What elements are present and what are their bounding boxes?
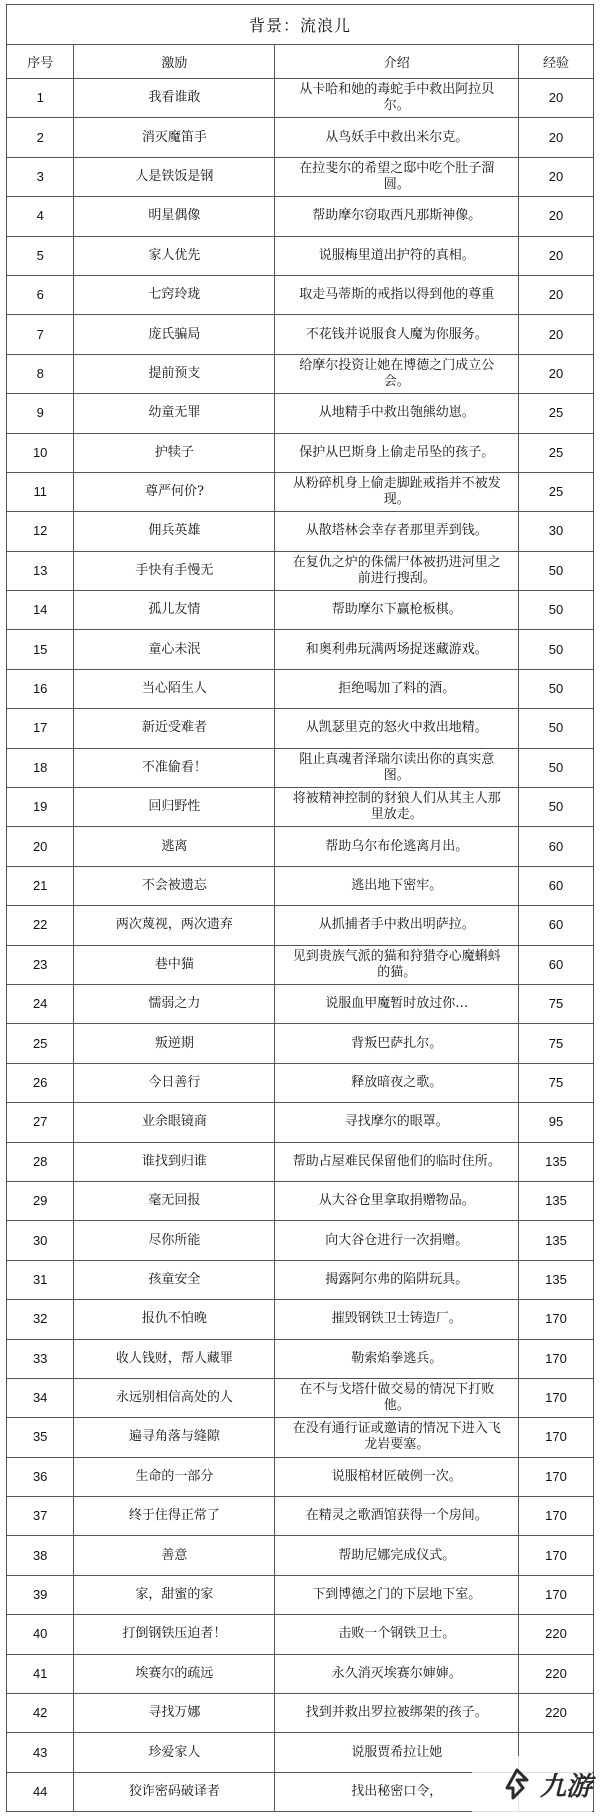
table-row xyxy=(7,79,594,118)
row-description: 在不与戈塔什做交易的情况下打败他。 xyxy=(275,1378,518,1417)
table-row xyxy=(7,354,594,393)
table-row xyxy=(7,866,594,905)
row-exp: 20 xyxy=(518,197,593,236)
watermark xyxy=(472,1756,592,1812)
row-reward-name: 消灭魔笛手 xyxy=(74,118,275,157)
reward-table-sheet xyxy=(6,4,594,1812)
row-description: 勒索焰拳逃兵。 xyxy=(275,1339,518,1378)
row-index: 31 xyxy=(7,1260,74,1299)
row-index: 26 xyxy=(7,1063,74,1102)
row-exp: 170 xyxy=(518,1339,593,1378)
table-row xyxy=(7,1418,594,1457)
row-reward-name: 孩童安全 xyxy=(74,1260,275,1299)
table-row xyxy=(7,827,594,866)
row-description: 释放暗夜之歌。 xyxy=(275,1063,518,1102)
row-reward-name: 逃离 xyxy=(74,827,275,866)
row-exp: 60 xyxy=(518,866,593,905)
row-index: 13 xyxy=(7,551,74,590)
row-index: 36 xyxy=(7,1457,74,1496)
table-row xyxy=(7,945,594,984)
table-row xyxy=(7,1260,594,1299)
table-row xyxy=(7,984,594,1023)
row-reward-name: 当心陌生人 xyxy=(74,669,275,708)
row-index: 17 xyxy=(7,709,74,748)
row-exp: 50 xyxy=(518,591,593,630)
row-description: 在精灵之歌酒馆获得一个房间。 xyxy=(275,1497,518,1536)
row-exp: 170 xyxy=(518,1536,593,1575)
row-index: 1 xyxy=(7,79,74,118)
table-title: 背景：流浪儿 xyxy=(7,5,594,45)
table-row xyxy=(7,551,594,590)
table-row xyxy=(7,197,594,236)
row-description: 从粉碎机身上偷走脚趾戒指并不被发现。 xyxy=(275,472,518,511)
row-reward-name: 叛逆期 xyxy=(74,1024,275,1063)
row-description: 在拉斐尔的希望之邸中吃个肚子溜圆。 xyxy=(275,157,518,196)
row-exp: 50 xyxy=(518,709,593,748)
row-reward-name: 收人钱财，帮人藏罪 xyxy=(74,1339,275,1378)
row-index: 7 xyxy=(7,315,74,354)
row-reward-name: 今日善行 xyxy=(74,1063,275,1102)
row-index: 8 xyxy=(7,354,74,393)
row-reward-name: 提前预支 xyxy=(74,354,275,393)
row-description: 在复仇之炉的侏儒尸体被扔进河里之前进行搜刮。 xyxy=(275,551,518,590)
row-description: 找出秘密口令， xyxy=(275,1772,518,1811)
table-row xyxy=(7,1063,594,1102)
row-exp: 60 xyxy=(518,827,593,866)
row-exp: 20 xyxy=(518,79,593,118)
row-reward-name: 两次蔑视，两次遗弃 xyxy=(74,906,275,945)
table-row xyxy=(7,788,594,827)
row-exp: 170 xyxy=(518,1300,593,1339)
table-row xyxy=(7,1221,594,1260)
row-index: 24 xyxy=(7,984,74,1023)
row-description: 帮助尼娜完成仪式。 xyxy=(275,1536,518,1575)
row-reward-name: 终于住得正常了 xyxy=(74,1497,275,1536)
row-description: 从鸟妖手中救出米尔克。 xyxy=(275,118,518,157)
table-row xyxy=(7,1654,594,1693)
row-exp: 50 xyxy=(518,669,593,708)
row-exp: 30 xyxy=(518,512,593,551)
row-reward-name: 珍爱家人 xyxy=(74,1733,275,1772)
row-exp: 75 xyxy=(518,984,593,1023)
row-reward-name: 佣兵英雄 xyxy=(74,512,275,551)
row-reward-name: 打倒钢铁压迫者！ xyxy=(74,1615,275,1654)
table-row xyxy=(7,1339,594,1378)
table-row xyxy=(7,1575,594,1614)
table-row xyxy=(7,630,594,669)
row-description: 下到博德之门的下层地下室。 xyxy=(275,1575,518,1614)
row-reward-name: 人是铁饭是钢 xyxy=(74,157,275,196)
row-index: 37 xyxy=(7,1497,74,1536)
row-description: 说服棺材匠破例一次。 xyxy=(275,1457,518,1496)
row-index: 35 xyxy=(7,1418,74,1457)
row-exp: 20 xyxy=(518,315,593,354)
table-row xyxy=(7,1181,594,1220)
row-description: 从散塔林会幸存者那里弄到钱。 xyxy=(275,512,518,551)
row-exp: 25 xyxy=(518,394,593,433)
row-reward-name: 家，甜蜜的家 xyxy=(74,1575,275,1614)
row-exp: 60 xyxy=(518,906,593,945)
header-exp: 经验 xyxy=(518,45,593,79)
row-reward-name: 幼童无罪 xyxy=(74,394,275,433)
table-row xyxy=(7,472,594,511)
row-description: 向大谷仓进行一次捐赠。 xyxy=(275,1221,518,1260)
row-index: 16 xyxy=(7,669,74,708)
table-row xyxy=(7,1457,594,1496)
row-description: 说服血甲魔暂时放过你… xyxy=(275,984,518,1023)
row-exp: 135 xyxy=(518,1181,593,1220)
row-description: 摧毁钢铁卫士铸造厂。 xyxy=(275,1300,518,1339)
row-reward-name: 谁找到归谁 xyxy=(74,1142,275,1181)
row-exp: 50 xyxy=(518,748,593,787)
row-description: 给摩尔投资让她在博德之门成立公会。 xyxy=(275,354,518,393)
title-row xyxy=(7,5,594,45)
row-index: 9 xyxy=(7,394,74,433)
table-row xyxy=(7,591,594,630)
row-exp: 50 xyxy=(518,551,593,590)
row-exp: 220 xyxy=(518,1615,593,1654)
row-index: 6 xyxy=(7,275,74,314)
row-exp: 170 xyxy=(518,1418,593,1457)
jiuyou-logo-icon xyxy=(500,1767,534,1801)
row-index: 22 xyxy=(7,906,74,945)
table-row xyxy=(7,1142,594,1181)
row-reward-name: 巷中猫 xyxy=(74,945,275,984)
row-reward-name: 不会被遗忘 xyxy=(74,866,275,905)
header-index: 序号 xyxy=(7,45,74,79)
table-row xyxy=(7,748,594,787)
row-exp: 20 xyxy=(518,275,593,314)
row-index: 39 xyxy=(7,1575,74,1614)
row-description: 从凯瑟里克的怒火中救出地精。 xyxy=(275,709,518,748)
row-reward-name: 回归野性 xyxy=(74,788,275,827)
table-row xyxy=(7,1497,594,1536)
row-exp: 50 xyxy=(518,788,593,827)
row-reward-name: 尊严何价? xyxy=(74,472,275,511)
row-index: 20 xyxy=(7,827,74,866)
row-description: 逃出地下密牢。 xyxy=(275,866,518,905)
row-exp: 220 xyxy=(518,1694,593,1733)
row-reward-name: 护犊子 xyxy=(74,433,275,472)
row-index: 41 xyxy=(7,1654,74,1693)
row-description: 在没有通行证或邀请的情况下进入飞龙岩要塞。 xyxy=(275,1418,518,1457)
row-reward-name: 孤儿友情 xyxy=(74,591,275,630)
row-index: 29 xyxy=(7,1181,74,1220)
row-exp: 20 xyxy=(518,236,593,275)
row-index: 15 xyxy=(7,630,74,669)
row-description: 帮助摩尔下赢枪板棋。 xyxy=(275,591,518,630)
row-description: 拒绝喝加了料的酒。 xyxy=(275,669,518,708)
row-description: 击败一个钢铁卫士。 xyxy=(275,1615,518,1654)
table-row xyxy=(7,512,594,551)
table-row xyxy=(7,157,594,196)
table-row xyxy=(7,1024,594,1063)
row-reward-name: 遍寻角落与缝隙 xyxy=(74,1418,275,1457)
row-index: 4 xyxy=(7,197,74,236)
row-index: 18 xyxy=(7,748,74,787)
row-exp: 25 xyxy=(518,433,593,472)
watermark-text: 九游 xyxy=(539,1771,592,1802)
row-reward-name: 明星偶像 xyxy=(74,197,275,236)
row-index: 28 xyxy=(7,1142,74,1181)
row-reward-name: 我看谁敢 xyxy=(74,79,275,118)
row-exp: 60 xyxy=(518,945,593,984)
row-exp: 95 xyxy=(518,1103,593,1142)
table-row xyxy=(7,236,594,275)
row-reward-name: 手快有手慢无 xyxy=(74,551,275,590)
row-exp: 20 xyxy=(518,157,593,196)
row-description: 帮助乌尔布伦逃离月出。 xyxy=(275,827,518,866)
table-row xyxy=(7,1103,594,1142)
row-description: 背叛巴萨扎尔。 xyxy=(275,1024,518,1063)
table-row xyxy=(7,275,594,314)
row-exp: 135 xyxy=(518,1221,593,1260)
row-reward-name: 懦弱之力 xyxy=(74,984,275,1023)
row-description: 寻找摩尔的眼罩。 xyxy=(275,1103,518,1142)
row-description: 永久消灭埃赛尔婶婶。 xyxy=(275,1654,518,1693)
row-reward-name: 永远别相信高处的人 xyxy=(74,1378,275,1417)
row-description: 不花钱并说服食人魔为你服务。 xyxy=(275,315,518,354)
row-reward-name: 毫无回报 xyxy=(74,1181,275,1220)
row-exp: 50 xyxy=(518,630,593,669)
row-exp: 135 xyxy=(518,1142,593,1181)
row-index: 19 xyxy=(7,788,74,827)
row-reward-name: 善意 xyxy=(74,1536,275,1575)
row-exp: 170 xyxy=(518,1575,593,1614)
row-description: 将被精神控制的豺狼人们从其主人那里放走。 xyxy=(275,788,518,827)
row-description: 保护从巴斯身上偷走吊坠的孩子。 xyxy=(275,433,518,472)
row-index: 44 xyxy=(7,1772,74,1811)
header-reward: 激励 xyxy=(74,45,275,79)
row-index: 33 xyxy=(7,1339,74,1378)
table-row xyxy=(7,433,594,472)
row-index: 27 xyxy=(7,1103,74,1142)
row-description: 找到并救出罗拉被绑架的孩子。 xyxy=(275,1694,518,1733)
reward-table xyxy=(6,4,594,1812)
row-index: 34 xyxy=(7,1378,74,1417)
row-reward-name: 业余眼镜商 xyxy=(74,1103,275,1142)
row-index: 21 xyxy=(7,866,74,905)
row-reward-name: 庞氏骗局 xyxy=(74,315,275,354)
row-index: 42 xyxy=(7,1694,74,1733)
row-reward-name: 家人优先 xyxy=(74,236,275,275)
row-exp: 170 xyxy=(518,1497,593,1536)
row-reward-name: 七窍玲珑 xyxy=(74,275,275,314)
table-row xyxy=(7,906,594,945)
row-exp: 75 xyxy=(518,1063,593,1102)
row-description: 阻止真魂者泽瑞尔读出你的真实意图。 xyxy=(275,748,518,787)
row-description: 帮助摩尔窃取西凡那斯神像。 xyxy=(275,197,518,236)
row-reward-name: 埃赛尔的疏远 xyxy=(74,1654,275,1693)
row-reward-name: 生命的一部分 xyxy=(74,1457,275,1496)
row-index: 23 xyxy=(7,945,74,984)
row-description: 说服梅里道出护符的真相。 xyxy=(275,236,518,275)
table-row xyxy=(7,669,594,708)
table-row xyxy=(7,1300,594,1339)
row-description: 从卡哈和她的毒蛇手中救出阿拉贝尔。 xyxy=(275,79,518,118)
row-reward-name: 报仇不怕晚 xyxy=(74,1300,275,1339)
row-exp: 20 xyxy=(518,118,593,157)
row-index: 14 xyxy=(7,591,74,630)
row-description: 说服贾希拉让她 xyxy=(275,1733,518,1772)
row-reward-name: 童心未泯 xyxy=(74,630,275,669)
row-description: 从大谷仓里拿取捐赠物品。 xyxy=(275,1181,518,1220)
row-description: 从地精手中救出匏熊幼崽。 xyxy=(275,394,518,433)
row-index: 5 xyxy=(7,236,74,275)
row-exp: 20 xyxy=(518,354,593,393)
row-description: 从抓捕者手中救出明萨拉。 xyxy=(275,906,518,945)
table-row xyxy=(7,1615,594,1654)
header-intro: 介绍 xyxy=(275,45,518,79)
row-exp: 25 xyxy=(518,472,593,511)
row-reward-name: 尽你所能 xyxy=(74,1221,275,1260)
table-row xyxy=(7,709,594,748)
table-row xyxy=(7,1536,594,1575)
row-reward-name: 狡诈密码破译者 xyxy=(74,1772,275,1811)
row-reward-name: 新近受难者 xyxy=(74,709,275,748)
row-description: 和奥利弗玩满两场捉迷藏游戏。 xyxy=(275,630,518,669)
row-exp: 170 xyxy=(518,1378,593,1417)
row-index: 43 xyxy=(7,1733,74,1772)
row-index: 10 xyxy=(7,433,74,472)
row-reward-name: 不准偷看！ xyxy=(74,748,275,787)
row-index: 40 xyxy=(7,1615,74,1654)
row-index: 3 xyxy=(7,157,74,196)
row-index: 12 xyxy=(7,512,74,551)
table-row xyxy=(7,1694,594,1733)
table-row xyxy=(7,118,594,157)
row-description: 取走马蒂斯的戒指以得到他的尊重 xyxy=(275,275,518,314)
row-index: 30 xyxy=(7,1221,74,1260)
row-index: 2 xyxy=(7,118,74,157)
row-index: 11 xyxy=(7,472,74,511)
row-exp: 135 xyxy=(518,1260,593,1299)
row-description: 揭露阿尔弗的陷阱玩具。 xyxy=(275,1260,518,1299)
table-row xyxy=(7,1378,594,1417)
row-index: 32 xyxy=(7,1300,74,1339)
header-row xyxy=(7,45,594,79)
row-index: 38 xyxy=(7,1536,74,1575)
row-exp: 170 xyxy=(518,1457,593,1496)
row-exp: 75 xyxy=(518,1024,593,1063)
row-description: 见到贵族气派的猫和狩猎夺心魔蝌蚪的猫。 xyxy=(275,945,518,984)
row-description: 帮助占屋难民保留他们的临时住所。 xyxy=(275,1142,518,1181)
row-exp: 220 xyxy=(518,1654,593,1693)
row-index: 25 xyxy=(7,1024,74,1063)
table-row xyxy=(7,394,594,433)
table-row xyxy=(7,315,594,354)
row-reward-name: 寻找万娜 xyxy=(74,1694,275,1733)
